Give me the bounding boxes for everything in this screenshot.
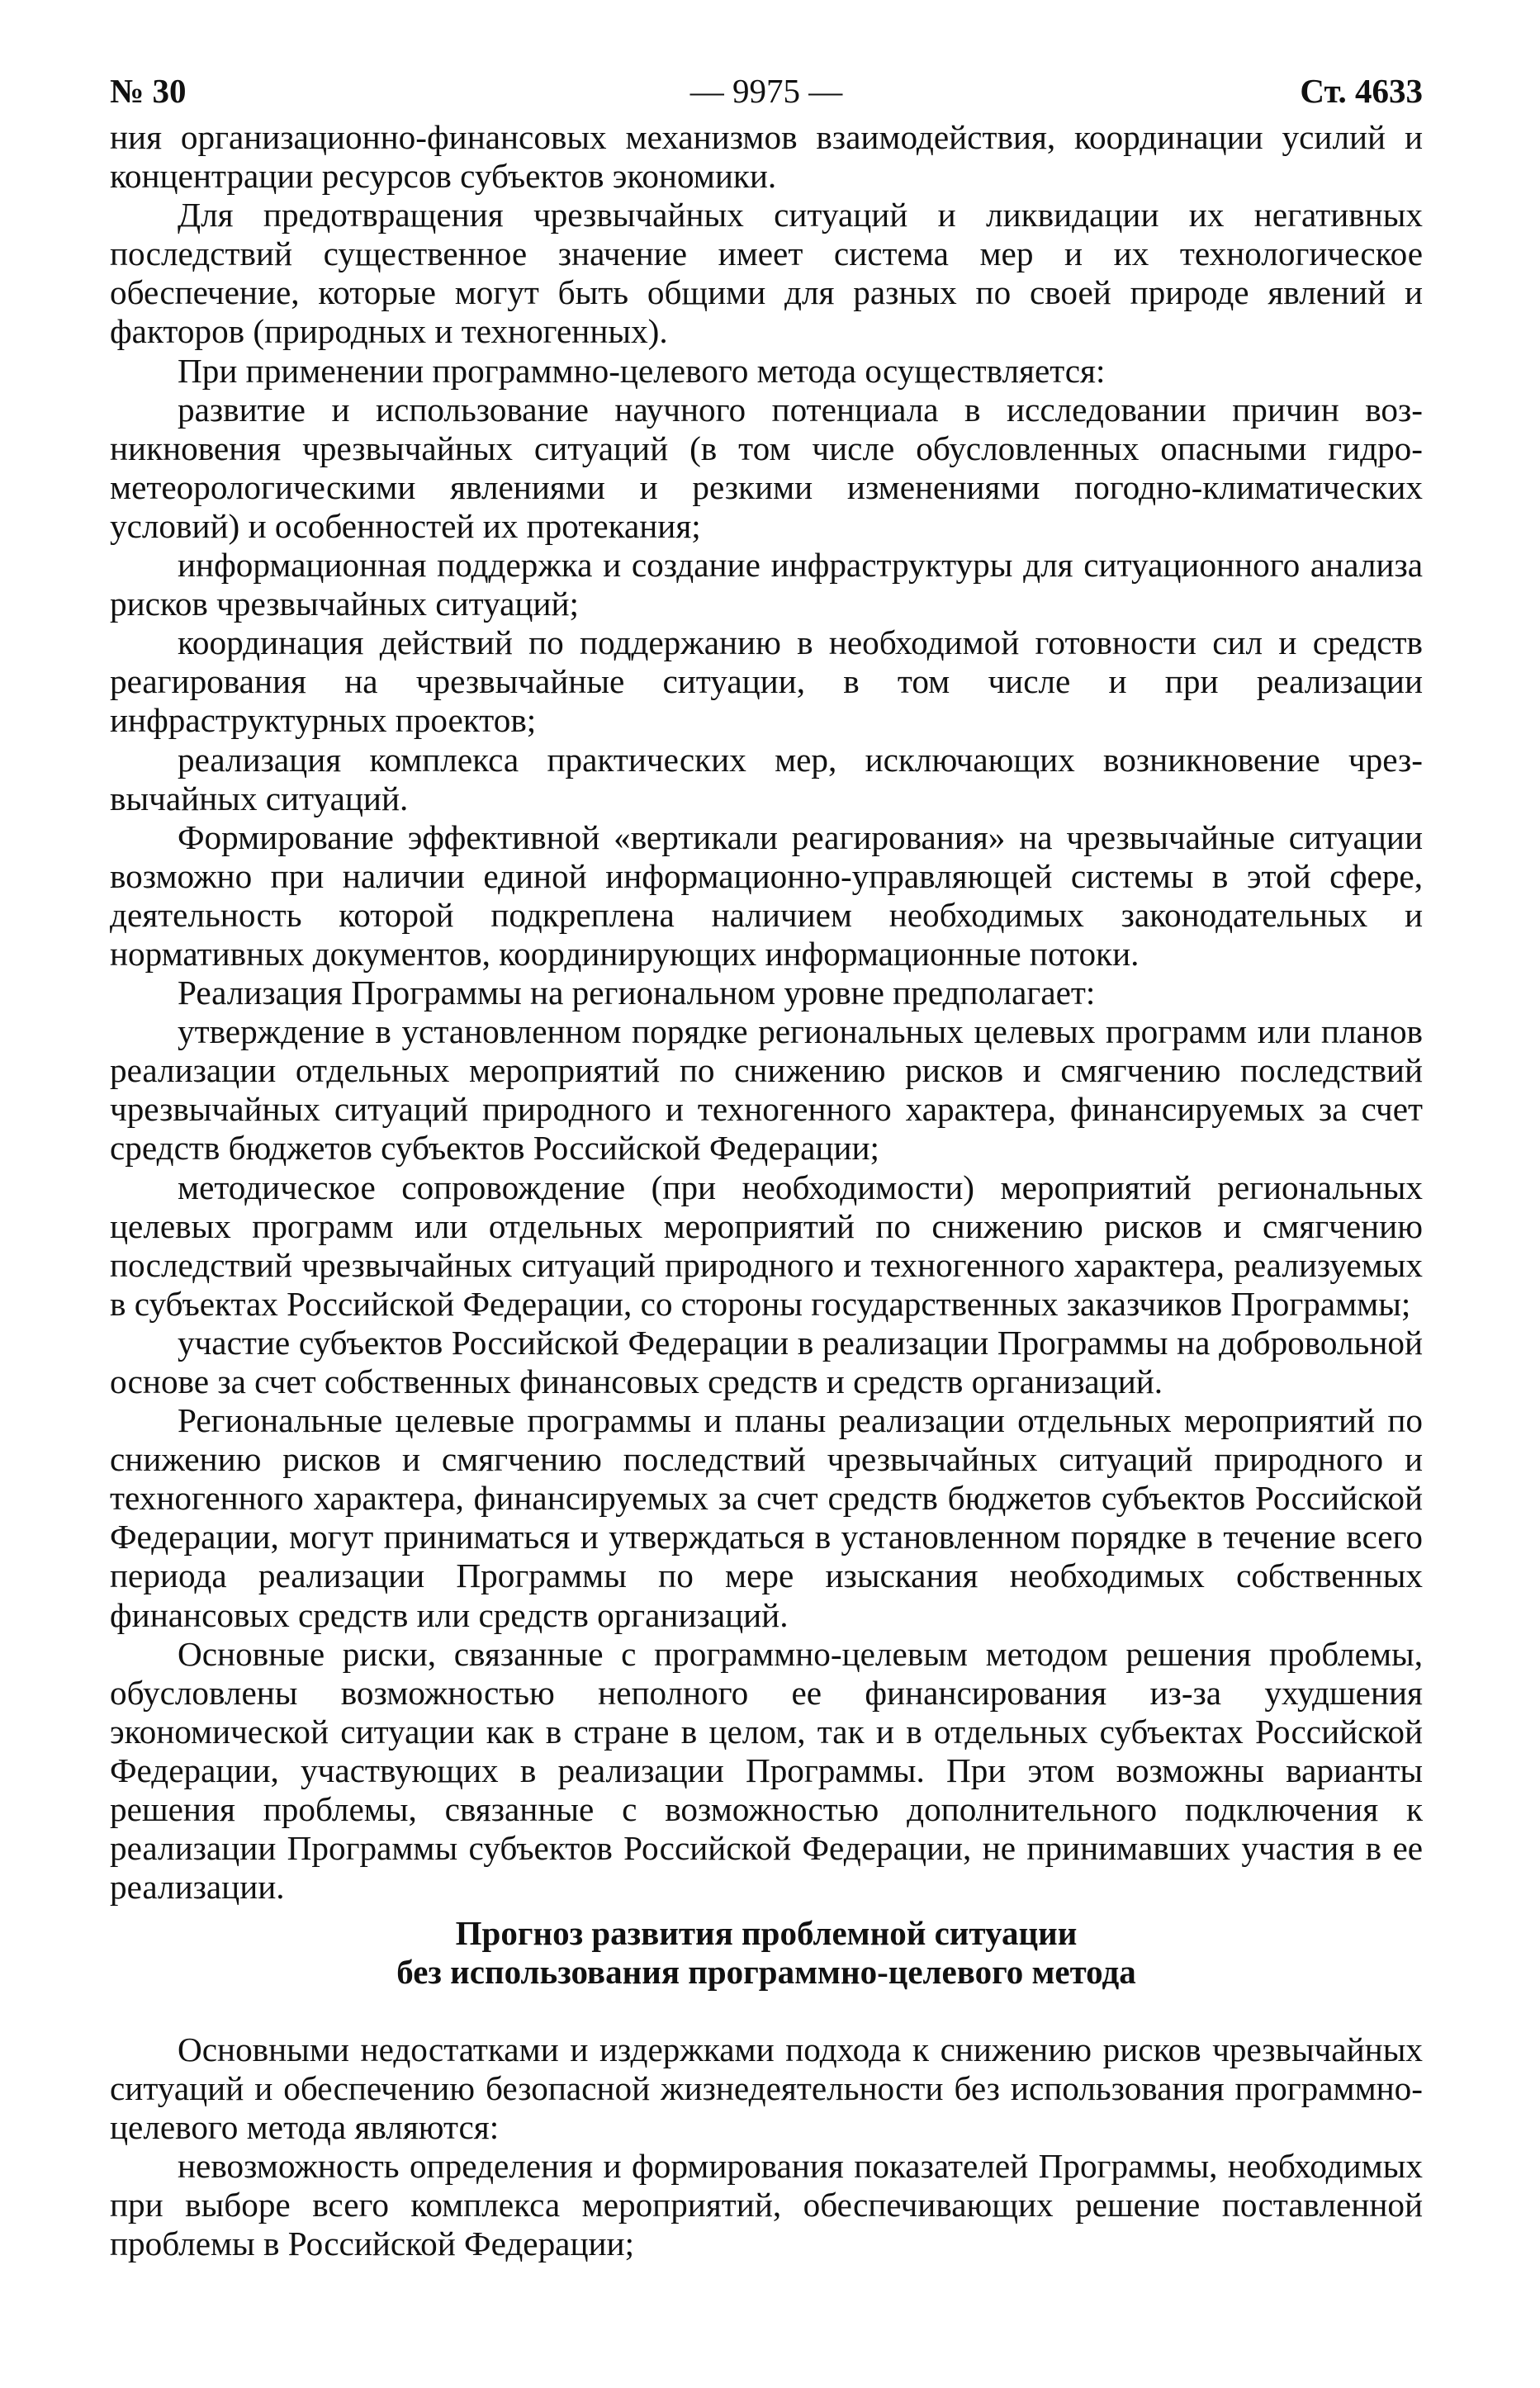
paragraph: невозможность определения и формирования показателей Программы, необходимых при выборе всего комплекса мероприятий, обеспечивающих решение поставленной проблемы в Российской Федерации; [110,2147,1423,2263]
section-heading [110,1914,1423,1992]
main-text [110,118,1423,1907]
paragraph: координация действий по поддержанию в необходимой готовности сил и средств реагирования на чрезвычайные ситуации, в том числе и при реализации инфраструктурных проектов; [110,623,1423,740]
paragraph: реализация комплекса практических мер, исключающих возникновение чрезвычайных ситуаций. [110,740,1423,817]
paragraph: Для предотвращения чрезвычайных ситуаций и ликвидации их негативных последствий существенное значение имеет система мер и их технологическое обеспечение, которые могут быть общими для разных по своей природе явлений и факторов (природных и техногенных). [110,196,1423,351]
paragraph: Региональные целевые программы и планы реализации отдельных мероприятий по снижению рисков и смягчению последствий чрезвычайных ситуаций природного и техногенного характера, финансируемых за счет средств бюджетов субъектов Российской Федерации, могут приниматься и утверждаться в установленном порядке в течение всего периода реализации Программы по мере изыскания необходимых собственных финансовых средств или средств организаций. [110,1401,1423,1634]
paragraph: утверждение в установленном порядке региональных целевых программ или планов реализации отдельных мероприятий по снижению рисков и смягчению последствий чрезвычайных ситуаций природного и техногенного характера, финансируемых за счет средств бюджетов субъектов Российской Федерации; [110,1012,1423,1168]
article-number: Ст. 4633 [1300,72,1423,110]
paragraph: методическое сопровождение (при необходимости) мероприятий региональных целевых программ или отдельных мероприятий по снижению рисков и смягчению последствий чрезвычайных ситуаций природного и техногенного характера, реализуемых в субъектах Российской Федерации, со стороны государственных заказчиков Программы; [110,1168,1423,1323]
running-header [110,68,1423,114]
page-number: — 9975 — [689,72,843,110]
paragraph: развитие и использование научного потенциала в исследовании причин возникновения чрезвычайных ситуаций (в том числе обусловленных опасными гидрометеорологическими явлениями и резкими изменениями погодно-климатических условий) и особенностей их протекания; [110,390,1423,545]
issue-number: № 30 [110,72,187,110]
paragraph: Основные риски, связанные с программно-целевым методом решения проблемы, обусловлены возможностью неполного ее финансирования из-за ухудшения экономической ситуации как в стране в целом, так и в отдельных субъектах Российской Федерации, участвующих в реализации Программы. При этом возможны варианты решения проблемы, связанные с возможностью дополнительного подключения к реализации Программы субъектов Российской Федерации, не принимавших участия в ее реализации. [110,1634,1423,1907]
section-text [110,2030,1423,2264]
section-heading-line: Прогноз развития проблемной ситуации [455,1914,1078,1952]
paragraph: Реализация Программы на региональном уровне предполагает: [178,974,1096,1012]
paragraph: информационная поддержка и создание инфраструктуры для ситуационного анализа рисков чрезвычайных ситуаций; [110,546,1423,623]
paragraph: участие субъектов Российской Федерации в реализации Программы на добровольной основе за счет собственных финансовых средств и средств организаций. [110,1323,1423,1400]
paragraph: При применении программно-целевого метода осуществляется: [178,351,1106,390]
paragraph: Основными недостатками и издержками подхода к снижению рисков чрезвычайных ситуаций и обеспечению безопасной жизнедеятельности без использования программно-целевого метода являются: [110,2030,1423,2147]
paragraph: Формирование эффективной «вертикали реагирования» на чрезвычайные ситуации возможно при наличии единой информационно-управляющей системы в этой сфере, деятельность которой подкреплена наличием необходимых законодательных и нормативных документов, координирующих информационные потоки. [110,817,1423,973]
paragraph: ния организационно-финансовых механизмов взаимодействия, координации усилий и концентрации ресурсов субъектов экономики. [110,118,1423,196]
document-page [110,0,1423,2388]
section-heading-line: без использования программно-целевого метода [396,1953,1136,1991]
